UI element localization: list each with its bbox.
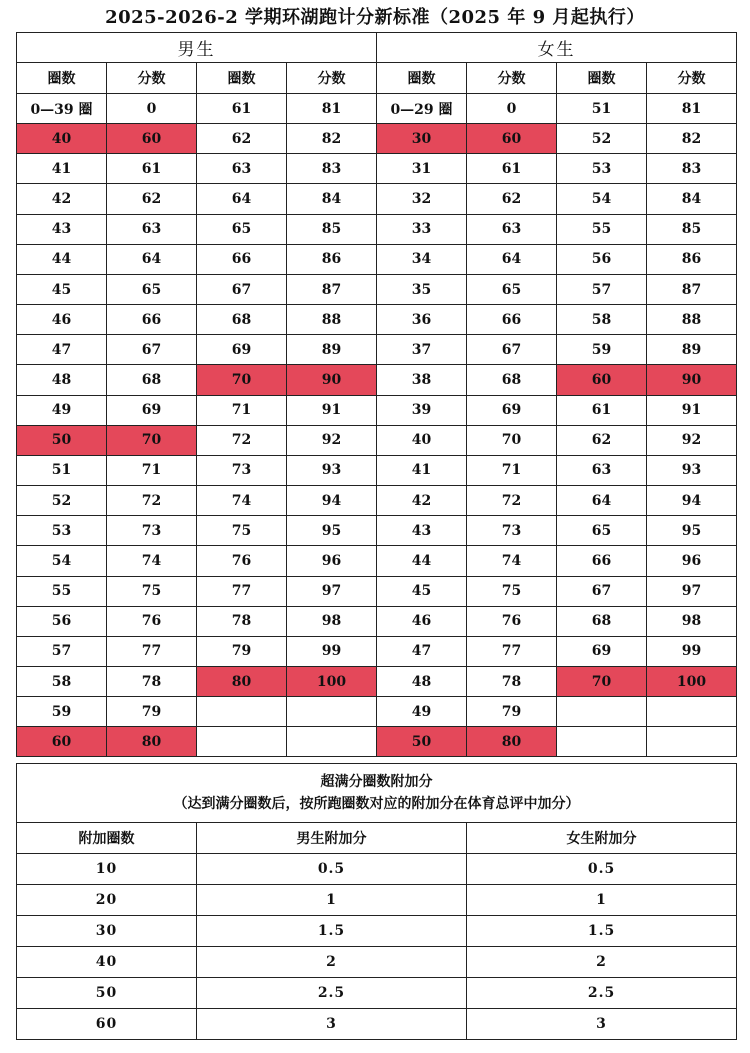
female-left-score-cell: 66 [467,305,557,335]
male-left-laps-cell: 41 [17,154,107,184]
female-left-laps-cell: 44 [377,546,467,576]
male-right-score-cell: 97 [287,576,377,606]
male-right-score-cell: 98 [287,606,377,636]
bonus-male-cell: 2.5 [197,978,467,1009]
male-right-score-cell: 100 [287,666,377,696]
bonus-male-cell: 2 [197,947,467,978]
bonus-female-cell: 1.5 [467,916,737,947]
table-row [17,697,737,727]
male-left-score-cell: 68 [107,365,197,395]
gender-header-row [17,33,737,63]
male-right-laps-cell: 72 [197,425,287,455]
bonus-laps-cell: 10 [17,854,197,885]
table-row [17,274,737,304]
score-standard-table [16,32,737,757]
female-right-score-cell: 94 [647,486,737,516]
table-row [17,425,737,455]
female-left-score-cell: 78 [467,666,557,696]
male-header: 男生 [17,33,377,63]
female-left-score-cell: 77 [467,636,557,666]
male-right-laps-cell: 74 [197,486,287,516]
table-row [17,576,737,606]
male-left-score-cell: 76 [107,606,197,636]
male-left-score-cell: 70 [107,425,197,455]
female-right-score-cell [647,697,737,727]
table-row [17,184,737,214]
male-laps-header-2: 圈数 [197,63,287,94]
female-left-laps-cell: 46 [377,606,467,636]
table-row [17,636,737,666]
bonus-title-cell [17,764,737,823]
bonus-row [17,1009,737,1040]
male-left-laps-cell: 51 [17,455,107,485]
male-left-laps-cell: 42 [17,184,107,214]
female-left-score-cell: 67 [467,335,557,365]
female-left-score-cell: 60 [467,124,557,154]
female-right-laps-cell: 67 [557,576,647,606]
female-right-laps-cell: 65 [557,516,647,546]
bonus-title: 超满分圈数附加分 [320,774,433,790]
bonus-row [17,978,737,1009]
male-left-score-cell: 79 [107,697,197,727]
bonus-header-row [17,823,737,854]
female-right-laps-cell: 52 [557,124,647,154]
male-left-score-cell: 80 [107,727,197,757]
male-right-score-cell: 99 [287,636,377,666]
page-title: 2025-2026-2 学期环湖跑计分新标准（2025 年 9 月起执行） [105,7,645,28]
female-right-laps-cell: 63 [557,455,647,485]
female-left-score-cell: 61 [467,154,557,184]
male-left-laps-cell: 43 [17,214,107,244]
female-left-score-cell: 79 [467,697,557,727]
female-left-score-cell: 63 [467,214,557,244]
male-left-laps-cell: 47 [17,335,107,365]
male-left-laps-cell: 49 [17,395,107,425]
female-right-score-cell: 90 [647,365,737,395]
bonus-subtitle: （达到满分圈数后，按所跑圈数对应的附加分在体育总评中加分） [173,796,580,812]
female-right-score-cell: 89 [647,335,737,365]
male-right-laps-cell: 80 [197,666,287,696]
female-right-laps-cell: 68 [557,606,647,636]
female-left-score-cell: 74 [467,546,557,576]
female-laps-header-2: 圈数 [557,63,647,94]
female-left-score-cell: 73 [467,516,557,546]
female-score-header-1: 分数 [467,63,557,94]
bonus-male-cell: 0.5 [197,854,467,885]
male-right-score-cell: 92 [287,425,377,455]
female-right-laps-cell: 55 [557,214,647,244]
male-left-score-cell: 64 [107,244,197,274]
female-right-laps-cell [557,697,647,727]
female-right-laps-cell: 66 [557,546,647,576]
male-right-score-cell: 91 [287,395,377,425]
female-left-laps-cell: 32 [377,184,467,214]
male-right-laps-cell: 67 [197,274,287,304]
female-left-laps-cell: 31 [377,154,467,184]
female-left-score-cell: 80 [467,727,557,757]
male-left-laps-cell: 45 [17,274,107,304]
male-left-laps-cell: 56 [17,606,107,636]
female-left-score-cell: 70 [467,425,557,455]
female-left-score-cell: 69 [467,395,557,425]
table-row [17,516,737,546]
female-right-laps-cell: 60 [557,365,647,395]
female-right-score-cell: 100 [647,666,737,696]
female-left-laps-cell: 35 [377,274,467,304]
female-left-laps-cell: 43 [377,516,467,546]
female-score-header-2: 分数 [647,63,737,94]
column-header-row [17,63,737,94]
female-left-score-cell: 72 [467,486,557,516]
male-right-laps-cell: 70 [197,365,287,395]
male-right-score-cell: 84 [287,184,377,214]
table-row [17,124,737,154]
bonus-male-cell: 1 [197,885,467,916]
table-row [17,214,737,244]
male-right-score-cell: 90 [287,365,377,395]
table-row [17,606,737,636]
female-left-laps-cell: 0—29 圈 [377,94,467,124]
table-row [17,365,737,395]
male-right-laps-cell: 77 [197,576,287,606]
male-left-laps-cell: 60 [17,727,107,757]
table-row [17,154,737,184]
female-right-score-cell: 95 [647,516,737,546]
male-right-laps-cell: 78 [197,606,287,636]
male-left-laps-cell: 0—39 圈 [17,94,107,124]
male-left-laps-cell: 54 [17,546,107,576]
male-left-score-cell: 75 [107,576,197,606]
table-row [17,305,737,335]
table-row [17,546,737,576]
female-right-score-cell [647,727,737,757]
male-right-laps-cell: 68 [197,305,287,335]
male-left-score-cell: 74 [107,546,197,576]
male-right-score-cell: 94 [287,486,377,516]
table-row [17,455,737,485]
table-row [17,244,737,274]
female-right-laps-cell: 57 [557,274,647,304]
male-left-laps-cell: 59 [17,697,107,727]
male-right-score-cell: 87 [287,274,377,304]
female-left-laps-cell: 33 [377,214,467,244]
male-right-laps-cell: 61 [197,94,287,124]
bonus-female-cell: 2.5 [467,978,737,1009]
table-row [17,395,737,425]
bonus-laps-cell: 50 [17,978,197,1009]
male-left-score-cell: 72 [107,486,197,516]
male-score-header-1: 分数 [107,63,197,94]
male-left-score-cell: 66 [107,305,197,335]
male-left-laps-cell: 48 [17,365,107,395]
bonus-female-cell: 3 [467,1009,737,1040]
bonus-male-cell: 3 [197,1009,467,1040]
male-right-score-cell [287,727,377,757]
female-right-score-cell: 86 [647,244,737,274]
female-right-score-cell: 81 [647,94,737,124]
female-left-laps-cell: 45 [377,576,467,606]
female-right-score-cell: 82 [647,124,737,154]
female-right-laps-cell: 62 [557,425,647,455]
female-right-score-cell: 92 [647,425,737,455]
female-right-laps-cell: 51 [557,94,647,124]
male-left-score-cell: 65 [107,274,197,304]
female-right-score-cell: 96 [647,546,737,576]
female-left-score-cell: 75 [467,576,557,606]
bonus-female-header: 女生附加分 [467,823,737,854]
male-left-score-cell: 69 [107,395,197,425]
male-left-laps-cell: 55 [17,576,107,606]
female-right-score-cell: 87 [647,274,737,304]
male-score-header-2: 分数 [287,63,377,94]
male-right-score-cell: 93 [287,455,377,485]
female-left-score-cell: 62 [467,184,557,214]
table-row [17,94,737,124]
female-right-score-cell: 98 [647,606,737,636]
male-right-score-cell: 86 [287,244,377,274]
bonus-row [17,947,737,978]
female-left-score-cell: 0 [467,94,557,124]
female-left-laps-cell: 39 [377,395,467,425]
male-right-score-cell: 88 [287,305,377,335]
male-left-laps-cell: 44 [17,244,107,274]
female-left-laps-cell: 40 [377,425,467,455]
female-left-laps-cell: 41 [377,455,467,485]
male-left-laps-cell: 40 [17,124,107,154]
male-left-score-cell: 73 [107,516,197,546]
table-row [17,486,737,516]
bonus-laps-cell: 20 [17,885,197,916]
female-right-laps-cell: 54 [557,184,647,214]
female-left-laps-cell: 36 [377,305,467,335]
male-left-laps-cell: 53 [17,516,107,546]
male-laps-header-1: 圈数 [17,63,107,94]
male-left-laps-cell: 50 [17,425,107,455]
female-right-score-cell: 88 [647,305,737,335]
male-right-laps-cell [197,697,287,727]
table-row [17,335,737,365]
bonus-row [17,885,737,916]
male-right-laps-cell: 79 [197,636,287,666]
male-right-laps-cell: 76 [197,546,287,576]
male-right-score-cell: 85 [287,214,377,244]
male-right-laps-cell: 69 [197,335,287,365]
bonus-laps-cell: 60 [17,1009,197,1040]
male-right-score-cell: 95 [287,516,377,546]
male-right-laps-cell: 62 [197,124,287,154]
bonus-female-cell: 0.5 [467,854,737,885]
male-right-score-cell: 81 [287,94,377,124]
female-left-score-cell: 76 [467,606,557,636]
female-left-score-cell: 68 [467,365,557,395]
male-left-score-cell: 0 [107,94,197,124]
female-left-score-cell: 64 [467,244,557,274]
female-laps-header-1: 圈数 [377,63,467,94]
table-row [17,666,737,696]
female-right-laps-cell: 61 [557,395,647,425]
male-right-laps-cell: 63 [197,154,287,184]
male-right-score-cell: 89 [287,335,377,365]
table-row [17,727,737,757]
bonus-laps-cell: 30 [17,916,197,947]
male-left-laps-cell: 46 [17,305,107,335]
male-left-score-cell: 71 [107,455,197,485]
female-right-score-cell: 99 [647,636,737,666]
male-right-laps-cell: 71 [197,395,287,425]
female-header: 女生 [377,33,737,63]
female-right-laps-cell: 56 [557,244,647,274]
male-left-score-cell: 78 [107,666,197,696]
female-right-laps-cell: 69 [557,636,647,666]
female-left-laps-cell: 30 [377,124,467,154]
male-right-score-cell [287,697,377,727]
male-right-score-cell: 96 [287,546,377,576]
bonus-female-cell: 1 [467,885,737,916]
male-left-score-cell: 67 [107,335,197,365]
bonus-laps-cell: 40 [17,947,197,978]
male-left-score-cell: 77 [107,636,197,666]
female-right-laps-cell [557,727,647,757]
bonus-row [17,916,737,947]
female-left-score-cell: 71 [467,455,557,485]
female-right-laps-cell: 58 [557,305,647,335]
bonus-row [17,854,737,885]
female-left-laps-cell: 49 [377,697,467,727]
male-left-laps-cell: 52 [17,486,107,516]
male-right-laps-cell: 73 [197,455,287,485]
female-right-score-cell: 93 [647,455,737,485]
male-right-score-cell: 82 [287,124,377,154]
female-right-laps-cell: 59 [557,335,647,365]
female-right-score-cell: 97 [647,576,737,606]
female-right-laps-cell: 64 [557,486,647,516]
male-right-laps-cell: 75 [197,516,287,546]
bonus-female-cell: 2 [467,947,737,978]
male-left-score-cell: 62 [107,184,197,214]
female-left-laps-cell: 42 [377,486,467,516]
male-left-score-cell: 63 [107,214,197,244]
female-right-laps-cell: 70 [557,666,647,696]
bonus-table [16,763,737,1040]
female-left-laps-cell: 47 [377,636,467,666]
female-right-score-cell: 91 [647,395,737,425]
female-right-score-cell: 85 [647,214,737,244]
bonus-male-cell: 1.5 [197,916,467,947]
female-right-score-cell: 84 [647,184,737,214]
bonus-laps-header: 附加圈数 [17,823,197,854]
male-left-score-cell: 60 [107,124,197,154]
female-left-laps-cell: 50 [377,727,467,757]
male-left-laps-cell: 58 [17,666,107,696]
female-left-laps-cell: 38 [377,365,467,395]
male-left-laps-cell: 57 [17,636,107,666]
bonus-title-row [17,764,737,823]
female-left-laps-cell: 34 [377,244,467,274]
male-right-laps-cell: 64 [197,184,287,214]
female-left-score-cell: 65 [467,274,557,304]
female-right-score-cell: 83 [647,154,737,184]
female-left-laps-cell: 48 [377,666,467,696]
male-right-laps-cell: 66 [197,244,287,274]
female-left-laps-cell: 37 [377,335,467,365]
male-right-score-cell: 83 [287,154,377,184]
female-right-laps-cell: 53 [557,154,647,184]
male-right-laps-cell: 65 [197,214,287,244]
male-left-score-cell: 61 [107,154,197,184]
bonus-male-header: 男生附加分 [197,823,467,854]
male-right-laps-cell [197,727,287,757]
